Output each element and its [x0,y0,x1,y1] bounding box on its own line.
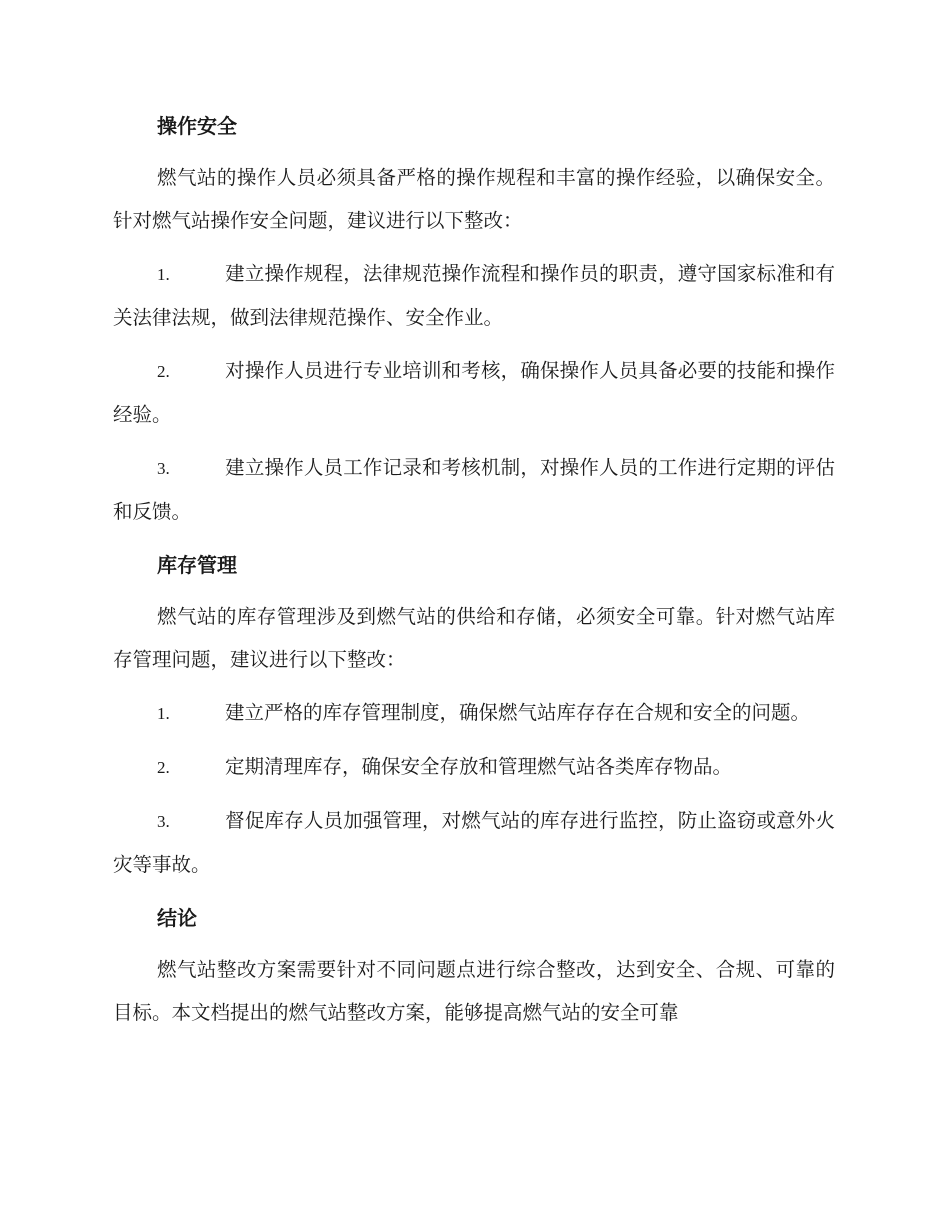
section-intro: 燃气站的库存管理涉及到燃气站的供给和存储，必须安全可靠。针对燃气站库存管理问题，建议进行以下整改： [113,605,835,671]
list-number: 2. [157,758,170,777]
list-item [113,691,835,735]
list-item [113,799,835,886]
list-item-text: 定期清理库存，确保安全存放和管理燃气站各类库存物品。 [225,755,733,778]
list-item-text: 建立严格的库存管理制度，确保燃气站库存存在合规和安全的问题。 [225,701,811,724]
document-page [113,104,835,1044]
list-item [113,446,835,533]
section-intro: 燃气站整改方案需要针对不同问题点进行综合整改，达到安全、合规、可靠的目标。本文档提出的燃气站整改方案，能够提高燃气站的安全可靠 [113,958,835,1024]
section-inventory-management [113,543,835,886]
section-heading: 结论 [157,906,197,930]
list-number: 1. [157,265,170,284]
list-item-text: 对操作人员进行专业培训和考核，确保操作人员具备必要的技能和操作经验。 [113,359,835,426]
list-item [113,745,835,789]
list-item-text: 建立操作人员工作记录和考核机制，对操作人员的工作进行定期的评估和反馈。 [113,456,835,523]
list-item [113,349,835,436]
section-operation-safety [113,104,835,533]
list-number: 3. [157,812,170,831]
list-number: 3. [157,459,170,478]
section-intro: 燃气站的操作人员必须具备严格的操作规程和丰富的操作经验，以确保安全。针对燃气站操作安全问题，建议进行以下整改： [113,166,835,232]
section-conclusion [113,896,835,1034]
section-heading: 操作安全 [157,114,237,138]
list-item [113,252,835,339]
section-heading: 库存管理 [157,553,237,577]
list-item-text: 督促库存人员加强管理，对燃气站的库存进行监控，防止盗窃或意外火灾等事故。 [113,809,835,876]
list-number: 2. [157,362,170,381]
list-item-text: 建立操作规程，法律规范操作流程和操作员的职责，遵守国家标准和有关法律法规，做到法律规范操作、安全作业。 [113,262,835,329]
list-number: 1. [157,704,170,723]
